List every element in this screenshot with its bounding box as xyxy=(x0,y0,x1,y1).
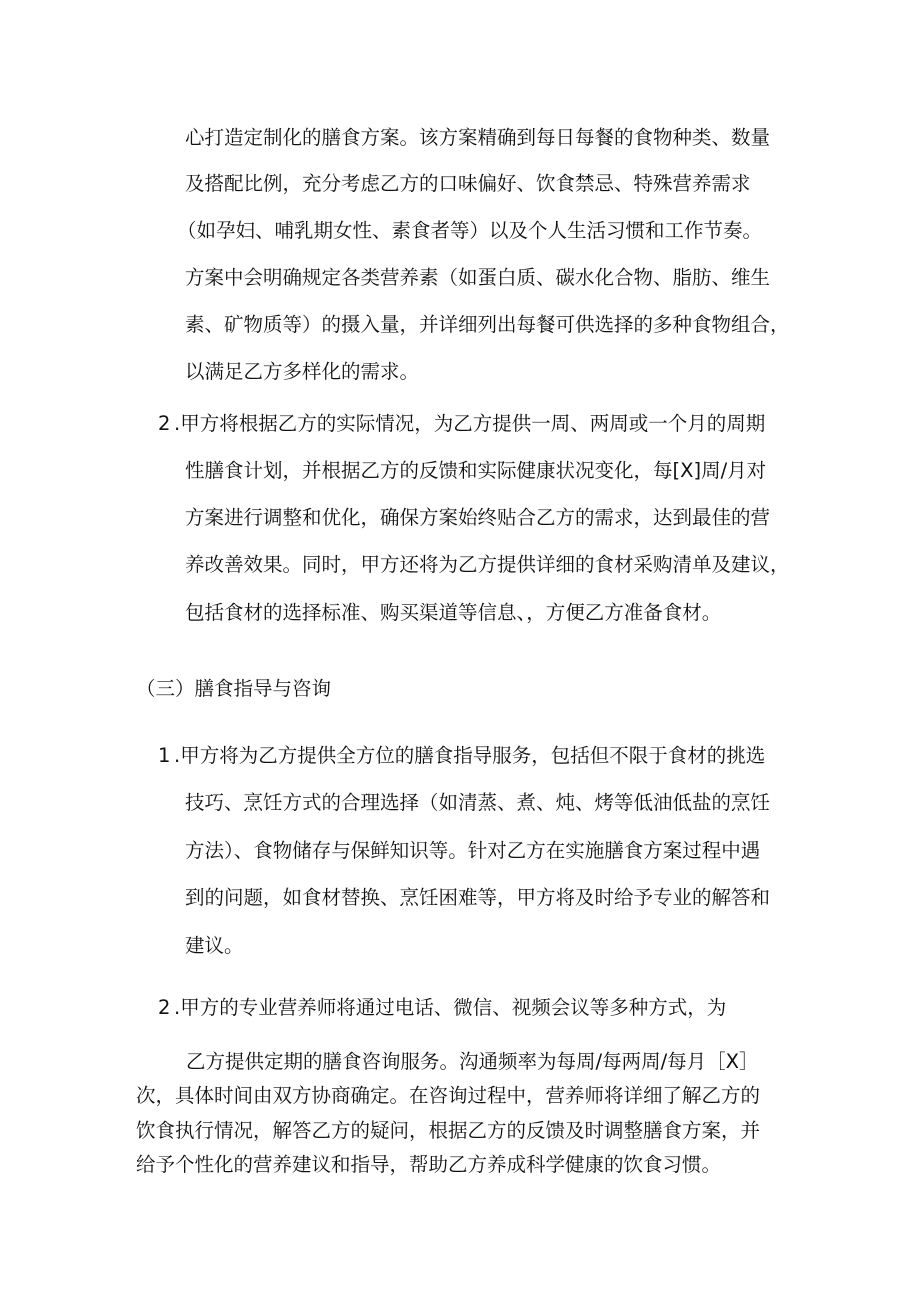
text-line: 饮食执行情况，解答乙方的疑问，根据乙方的反馈及时调整膳食方案，并 xyxy=(136,1119,761,1142)
text-line: 性膳食计划，并根据乙方的反馈和实际健康状况变化，每[X]周/月对 xyxy=(185,459,767,482)
text-line: 建议。 xyxy=(185,934,244,957)
text-line: 次，具体时间由双方协商确定。在咨询过程中，营养师将详细了解乙方的 xyxy=(136,1084,761,1107)
text-line: （如孕妇、哺乳期女性、素食者等）以及个人生活习惯和工作节奏。 xyxy=(177,219,763,242)
list-number: 2 xyxy=(158,412,171,435)
text-line: 心打造定制化的膳食方案。该方案精确到每日每餐的食物种类、数量 xyxy=(185,126,771,149)
text-line: 及搭配比例，充分考虑乙方的口味偏好、饮食禁忌、特殊营养需求 xyxy=(185,172,751,195)
section-heading: （三）膳食指导与咨询 xyxy=(136,677,332,700)
text-line: 包括食材的选择标准、购买渠道等信息、，方便乙方准备食材。 xyxy=(185,601,722,624)
list-number: 2 xyxy=(158,996,171,1019)
text-line: 技巧、烹饪方式的合理选择（如清蒸、煮、炖、烤等低油低盐的烹饪 xyxy=(185,791,771,814)
text-line: .甲方将根据乙方的实际情况，为乙方提供一周、两周或一个月的周期 xyxy=(174,412,766,435)
text-line: 方法）、食物储存与保鲜知识等。针对乙方在实施膳食方案过程中遇 xyxy=(185,839,761,862)
text-line: 方案中会明确规定各类营养素（如蛋白质、碳水化合物、脂肪、维生 xyxy=(185,266,771,289)
text-line: 方案进行调整和优化，确保方案始终贴合乙方的需求，达到最佳的营 xyxy=(185,506,771,529)
text-line: 素、矿物质等）的摄入量，并详细列出每餐可供选择的多种食物组合， xyxy=(185,313,790,336)
list-number: 1 xyxy=(158,744,171,767)
text-line: .甲方的专业营养师将通过电话、微信、视频会议等多种方式，为 xyxy=(174,996,727,1019)
text-line: 养改善效果。同时，甲方还将为乙方提供详细的食材采购清单及建议， xyxy=(185,553,790,576)
text-line: .甲方将为乙方提供全方位的膳食指导服务，包括但不限于食材的挑选 xyxy=(174,744,766,767)
text-line: 乙方提供定期的膳食咨询服务。沟通频率为每周/每两周/每月［X］ xyxy=(186,1050,759,1073)
text-line: 给予个性化的营养建议和指导，帮助乙方养成科学健康的饮食习惯。 xyxy=(136,1153,722,1176)
text-line: 以满足乙方多样化的需求。 xyxy=(185,360,420,383)
text-line: 到的问题，如食材替换、烹饪困难等，甲方将及时给予专业的解答和 xyxy=(185,886,771,909)
